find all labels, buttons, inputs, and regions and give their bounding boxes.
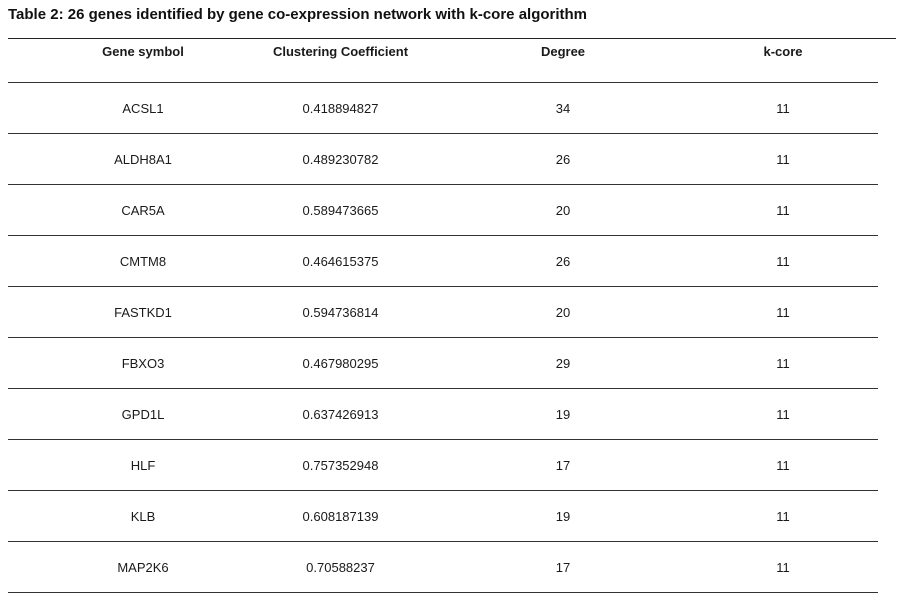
k-core-cell: 11 (776, 458, 790, 473)
clustering-coefficient-cell: 0.757352948 (302, 458, 379, 473)
clustering-coefficient-cell: 0.418894827 (302, 101, 379, 116)
header-gene-symbol: Gene symbol (102, 44, 184, 59)
header-k-core: k-core (763, 44, 803, 59)
k-core-cell: 11 (776, 305, 790, 320)
table-row (8, 287, 896, 338)
table-row (8, 134, 896, 185)
degree-cell: 19 (555, 509, 571, 524)
table-row (8, 542, 896, 593)
gene-table (8, 38, 896, 593)
clustering-coefficient-cell: 0.70588237 (306, 560, 375, 575)
degree-cell: 17 (555, 560, 571, 575)
table-row (8, 185, 896, 236)
gene-symbol-cell: KLB (130, 509, 156, 524)
table-row (8, 440, 896, 491)
degree-cell: 34 (555, 101, 571, 116)
clustering-coefficient-cell: 0.589473665 (302, 203, 379, 218)
table-caption: Table 2: 26 genes identified by gene co-expression network with k-core algorithm (8, 6, 588, 23)
k-core-cell: 11 (776, 254, 790, 269)
clustering-coefficient-cell: 0.608187139 (302, 509, 379, 524)
gene-symbol-cell: GPD1L (121, 407, 165, 422)
k-core-cell: 11 (776, 152, 790, 167)
degree-cell: 29 (555, 356, 571, 371)
clustering-coefficient-cell: 0.594736814 (302, 305, 379, 320)
clustering-coefficient-cell: 0.489230782 (302, 152, 379, 167)
gene-symbol-cell: HLF (130, 458, 156, 473)
table-row (8, 236, 896, 287)
gene-symbol-cell: FBXO3 (121, 356, 165, 371)
table-body (8, 83, 896, 593)
gene-symbol-cell: CAR5A (121, 203, 165, 218)
k-core-cell: 11 (776, 560, 790, 575)
table-row (8, 491, 896, 542)
table-header-row (8, 39, 896, 83)
k-core-cell: 11 (776, 407, 790, 422)
k-core-cell: 11 (776, 356, 790, 371)
header-clustering-coefficient: Clustering Coefficient (272, 44, 409, 59)
table-row (8, 338, 896, 389)
table-row (8, 389, 896, 440)
degree-cell: 19 (555, 407, 571, 422)
degree-cell: 20 (555, 305, 571, 320)
row-rule (8, 592, 878, 593)
gene-symbol-cell: ALDH8A1 (114, 152, 172, 167)
clustering-coefficient-cell: 0.637426913 (302, 407, 379, 422)
gene-symbol-cell: FASTKD1 (114, 305, 172, 320)
gene-symbol-cell: CMTM8 (119, 254, 167, 269)
k-core-cell: 11 (776, 509, 790, 524)
gene-symbol-cell: ACSL1 (122, 101, 164, 116)
gene-symbol-cell: MAP2K6 (117, 560, 169, 575)
degree-cell: 26 (555, 152, 571, 167)
k-core-cell: 11 (776, 203, 790, 218)
clustering-coefficient-cell: 0.464615375 (302, 254, 379, 269)
clustering-coefficient-cell: 0.467980295 (302, 356, 379, 371)
header-degree: Degree (540, 44, 586, 59)
k-core-cell: 11 (776, 101, 790, 116)
degree-cell: 17 (555, 458, 571, 473)
degree-cell: 20 (555, 203, 571, 218)
table-row (8, 83, 896, 134)
degree-cell: 26 (555, 254, 571, 269)
